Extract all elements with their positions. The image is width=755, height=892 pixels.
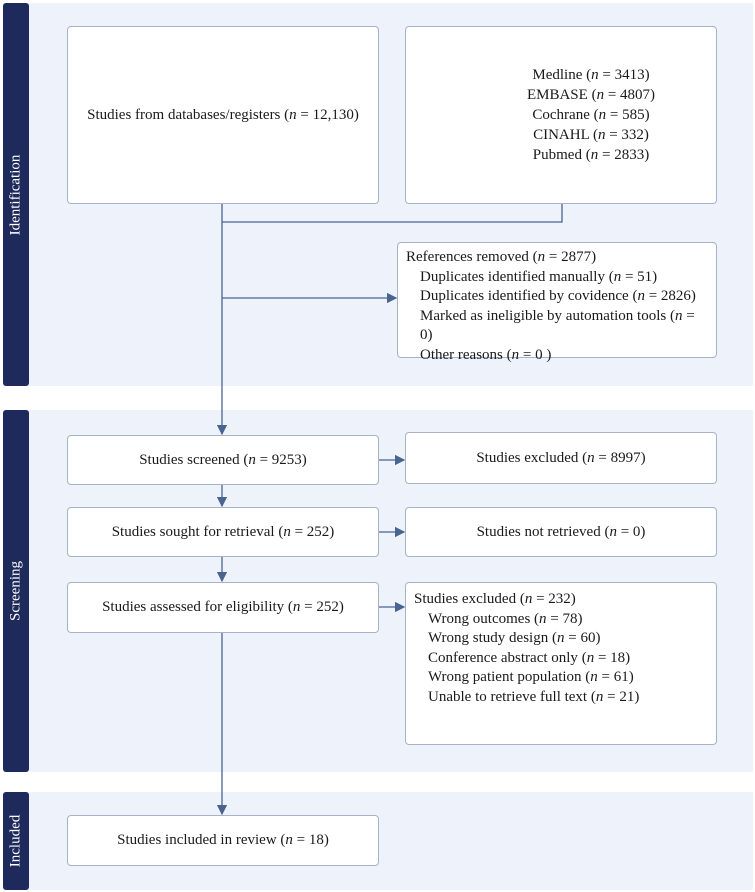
count-label: Studies excluded (414, 591, 517, 607)
count-label: Studies screened (139, 451, 240, 468)
count-value: 232 (548, 591, 571, 607)
count-label: EMBASE (526, 87, 588, 103)
count-line: Cochrane (n = 585) (532, 107, 650, 123)
phase-label: Identification (7, 154, 24, 235)
count-value: 4807 (620, 87, 651, 103)
count-line: Studies assessed for eligibility (n = 252) (102, 599, 344, 615)
count-value: 585 (622, 107, 645, 123)
count-label: Conference abstract only (428, 649, 578, 666)
count-line: Marked as ineligible by automation tools (n = 0) (420, 307, 695, 343)
count-value: 61 (613, 669, 629, 685)
count-value: 21 (619, 688, 635, 705)
assessed-box (67, 582, 379, 633)
count-label: Wrong study design (428, 630, 549, 646)
count-value: 3413 (614, 67, 645, 83)
excluded-full-box (405, 582, 717, 745)
count-line: References removed (n = 2877) (406, 249, 597, 265)
count-line: EMBASE (n = 4807) (526, 87, 656, 103)
excluded-box (405, 432, 717, 484)
count-label: CINAHL (533, 127, 590, 143)
count-label: Duplicates identified manually (420, 268, 605, 285)
count-value: 60 (580, 630, 596, 646)
count-line: Wrong outcomes (n = 78) (428, 610, 583, 627)
databases-box (67, 26, 379, 204)
count-value: 0 (535, 346, 547, 363)
count-line: Duplicates identified by covidence (n = 2826) (420, 288, 696, 304)
count-label: Studies excluded (476, 449, 579, 466)
count-line: Wrong patient population (n = 61) (428, 669, 634, 685)
count-value: 12,130 (312, 106, 354, 123)
count-line: Studies excluded (n = 8997) (476, 449, 646, 466)
count-label: Cochrane (532, 107, 590, 123)
count-label: Unable to retrieve full text (428, 688, 588, 705)
count-label: Marked as ineligible by automation tools (420, 307, 667, 324)
count-label: Studies assessed for eligibility (102, 599, 285, 615)
count-label: Pubmed (532, 147, 582, 163)
included-box (67, 815, 379, 866)
count-label: Wrong patient population (428, 669, 582, 685)
count-line: Medline (n = 3413) (532, 67, 650, 83)
count-label: Studies included in review (117, 832, 277, 848)
count-value: 2877 (561, 249, 592, 265)
line-sources-merge (222, 204, 562, 222)
count-line: Studies excluded (n = 232) (414, 591, 576, 607)
count-line: Studies screened (n = 9253) (139, 451, 307, 468)
count-value: 332 (621, 127, 644, 143)
count-line: Unable to retrieve full text (n = 21) (428, 688, 640, 705)
phase-label: Screening (7, 561, 24, 621)
count-label: Other reasons (420, 346, 503, 363)
count-value: 2833 (614, 147, 645, 163)
count-line: Pubmed (n = 2833) (532, 147, 650, 163)
removed-box (397, 242, 717, 363)
phase-label: Included (7, 814, 24, 868)
count-line: CINAHL (n = 332) (533, 127, 649, 143)
count-line: Duplicates identified manually (n = 51) (420, 268, 658, 285)
count-label: Studies sought for retrieval (111, 523, 275, 540)
count-value: 51 (637, 268, 653, 285)
count-line: Wrong study design (n = 60) (428, 630, 601, 646)
count-line: Studies sought for retrieval (n = 252) (111, 523, 335, 540)
count-value: 0 (632, 523, 641, 540)
not-retrieved-box (405, 507, 717, 557)
count-line: Studies from databases/registers (n = 12,130) (87, 106, 359, 123)
count-value: 2826 (660, 288, 691, 304)
count-label: Medline (532, 67, 583, 83)
count-line: Other reasons (n = 0 ) (420, 346, 552, 363)
count-value: 252 (316, 599, 339, 615)
count-value: 18 (308, 832, 324, 848)
count-value: 0 (420, 327, 428, 343)
count-value: 18 (610, 649, 626, 666)
count-value: 252 (306, 523, 330, 540)
count-line: Studies not retrieved (n = 0) (476, 523, 646, 540)
sought-box (67, 507, 379, 557)
sources-box (405, 26, 717, 204)
count-label: References removed (406, 249, 529, 265)
count-value: 78 (562, 610, 578, 627)
count-label: Studies not retrieved (476, 523, 601, 540)
count-line: Conference abstract only (n = 18) (428, 649, 631, 666)
count-value: 8997 (610, 449, 641, 466)
count-label: Duplicates identified by covidence (420, 288, 629, 304)
screened-box (67, 435, 379, 485)
count-line: Studies included in review (n = 18) (117, 832, 329, 848)
count-value: 9253 (271, 451, 302, 468)
count-label: Studies from databases/registers (87, 106, 281, 123)
count-label: Wrong outcomes (428, 610, 531, 627)
